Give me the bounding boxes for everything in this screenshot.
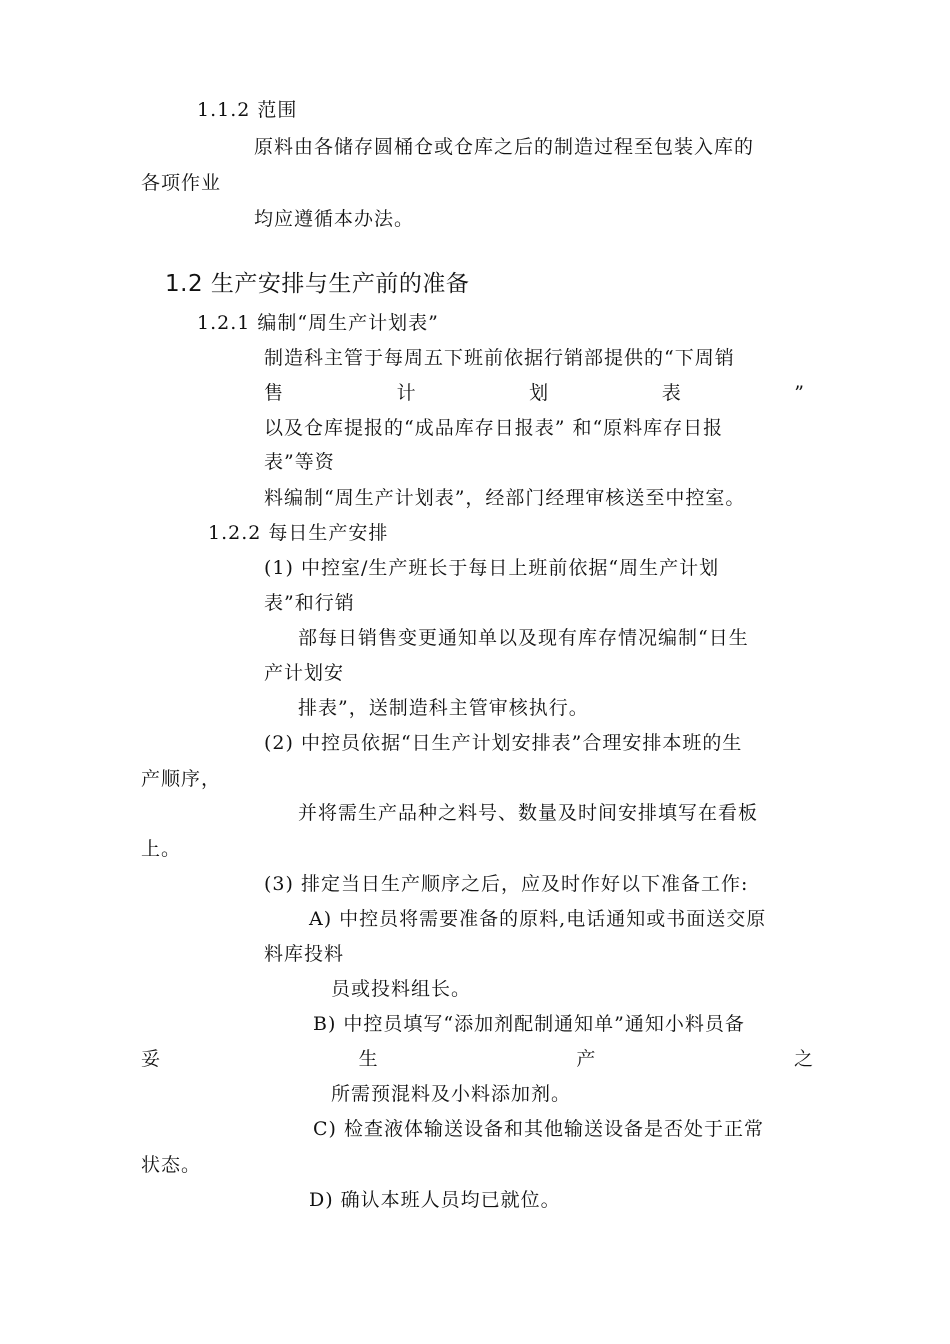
item-1-line-5: 排表”，送制造科主管审核执行。 (298, 697, 589, 719)
justified-char: 划 (529, 382, 549, 404)
item-3-line-1: (3) 排定当日生产顺序之后，应及时作好以下准备工作: (264, 873, 749, 895)
section-1-2-1-line-2 (264, 381, 804, 405)
justified-char: 妥 (141, 1048, 161, 1070)
item-a-line-2: 料库投料 (264, 943, 345, 965)
justified-char: 生 (358, 1048, 378, 1070)
item-2-line-3: 并将需生产品种之料号、数量及时间安排填写在看板 (298, 802, 759, 824)
section-1-2-1-title: 1.2.1 编制“周生产计划表” (197, 312, 439, 334)
section-1-1-2-line-1: 原料由各储存圆桶仓或仓库之后的制造过程至包装入库的 (254, 136, 755, 158)
justified-char: 产 (576, 1048, 596, 1070)
item-b-line-1: B) 中控员填写“添加剂配制通知单”通知小料员备 (313, 1013, 745, 1035)
justified-char: 之 (793, 1048, 813, 1070)
item-1-line-4: 产计划安 (264, 662, 345, 684)
justified-char: 表 (661, 382, 681, 404)
item-b-line-2 (141, 1047, 813, 1071)
justified-char: ” (794, 382, 804, 404)
justified-char: 计 (396, 382, 416, 404)
section-1-2-1-line-5: 料编制“周生产计划表”，经部门经理审核送至中控室。 (264, 487, 746, 509)
item-c-line-2: 状态。 (141, 1154, 202, 1176)
item-2-line-1: (2) 中控员依据“日生产计划安排表”合理安排本班的生 (264, 732, 743, 754)
item-b-line-3: 所需预混料及小料添加剂。 (331, 1083, 572, 1105)
section-1-2-2-title: 1.2.2 每日生产安排 (208, 522, 389, 544)
item-d-line-1: D) 确认本班人员均已就位。 (309, 1189, 561, 1211)
section-1-1-2-line-3: 均应遵循本办法。 (254, 208, 415, 230)
item-2-line-4: 上。 (141, 838, 182, 860)
item-a-line-3: 员或投料组长。 (331, 978, 472, 1000)
item-c-line-1: C) 检查液体输送设备和其他输送设备是否处于正常 (313, 1118, 764, 1140)
section-1-1-2-line-2: 各项作业 (141, 172, 222, 194)
item-a-line-1: A) 中控员将需要准备的原料,电话通知或书面送交原 (309, 908, 767, 930)
item-1-line-2: 表”和行销 (264, 592, 355, 614)
section-1-1-2-title: 1.1.2 范围 (197, 99, 298, 121)
item-2-line-2: 产顺序， (141, 768, 222, 790)
justified-char: 售 (264, 382, 284, 404)
section-1-2-1-line-1: 制造科主管于每周五下班前依据行销部提供的“下周销 (264, 347, 735, 369)
item-1-line-1: (1) 中控室/生产班长于每日上班前依据“周生产计划 (264, 557, 720, 579)
section-1-2-1-line-4: 表”等资 (264, 451, 335, 473)
section-1-2-heading: 1.2 生产安排与生产前的准备 (165, 271, 470, 297)
section-1-2-1-line-3: 以及仓库提报的“成品库存日报表” 和“原料库存日报 (264, 417, 724, 439)
item-1-line-3: 部每日销售变更通知单以及现有库存情况编制“日生 (298, 627, 749, 649)
